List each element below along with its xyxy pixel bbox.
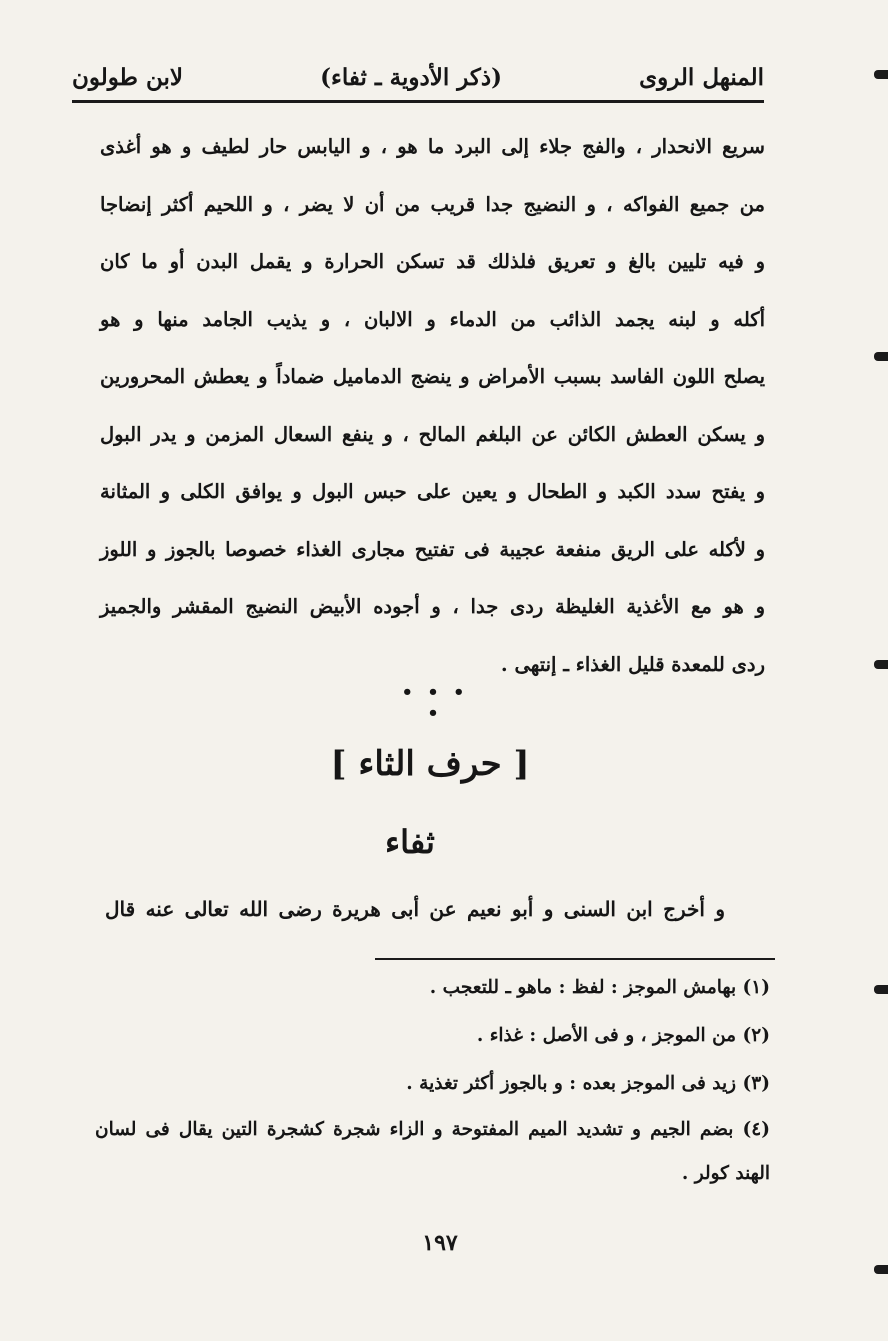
page-number: ١٩٧ bbox=[422, 1230, 458, 1256]
binding-mark bbox=[874, 660, 888, 669]
body-line: و يسكن العطش الكائن عن البلغم المالح ، و ينفع السعال المزمن و يدر البول bbox=[100, 422, 765, 446]
section-heading: [ حرف الثاء ] bbox=[330, 744, 530, 784]
footnote-rule bbox=[375, 958, 775, 960]
body-line: من جميع الفواكه ، و النضيج جدا قريب من أن لا يضر ، و اللحيم أكثر إنضاجا bbox=[100, 192, 765, 216]
footnote: (١) بهامش الموجز : لفظ : ماهو ـ للتعجب . bbox=[429, 977, 770, 998]
body-line: و هو مع الأغذية الغليظة ردى جدا ، و أجوده الأبيض النضيج المقشر والجميز bbox=[100, 595, 765, 618]
body-line: ردى للمعدة قليل الغذاء ـ إنتهى . bbox=[500, 652, 765, 676]
footnotes bbox=[95, 964, 770, 1196]
binding-mark bbox=[874, 70, 888, 79]
header-rule bbox=[72, 100, 764, 103]
body-line: و يفتح سدد الكبد و الطحال و يعين على حبس البول و يوافق الكلى و المثانة bbox=[100, 480, 765, 503]
body-text bbox=[100, 118, 765, 693]
footnote: (٣) زيد فى الموجز بعده : و بالجوز أكثر تغذية . bbox=[406, 1073, 770, 1094]
body-line: سريع الانحدار ، والفج جلاء إلى البرد ما هو ، و اليابس حار لطيف و هو أغذى bbox=[100, 135, 765, 158]
body-line: و لأكله على الريق منفعة عجيبة فى تفتيح مجارى الغذاء خصوصا بالجوز و اللوز bbox=[100, 537, 765, 561]
footnote: (٢) من الموجز ، و فى الأصل : غذاء . bbox=[476, 1025, 770, 1046]
body-line: أكله و لبنه يجمد الذائب من الدماء و الالبان ، و يذيب الجامد منها و هو bbox=[100, 307, 765, 331]
binding-mark bbox=[874, 352, 888, 361]
header-section-title: (ذكر الأدوية ـ ثفاء) bbox=[320, 63, 502, 91]
header-book-title: المنهل الروى bbox=[639, 63, 764, 91]
body-line: و فيه تليين بالغ و تعريق فلذلك قد تسكن الحرارة و يقمل البدن أو ما كان bbox=[100, 250, 765, 273]
footnote: (٤) بضم الجيم و تشديد الميم المفتوحة و الزاء شجرة كشجرة التين يقال فى لسان الهند كولر . bbox=[95, 1119, 770, 1184]
intro-line: و أخرج ابن السنى و أبو نعيم عن أبى هريرة رضى الله تعالى عنه قال bbox=[105, 897, 725, 921]
running-header bbox=[72, 56, 764, 98]
entry-title: ثفاء bbox=[385, 823, 435, 861]
body-line: يصلح اللون الفاسد بسبب الأمراض و ينضج الدماميل ضماداً و يعطش المحرورين bbox=[100, 365, 765, 388]
section-separator: • • • • bbox=[401, 682, 469, 724]
binding-mark bbox=[874, 985, 888, 994]
binding-mark bbox=[874, 1265, 888, 1274]
header-author: لابن طولون bbox=[72, 63, 184, 91]
